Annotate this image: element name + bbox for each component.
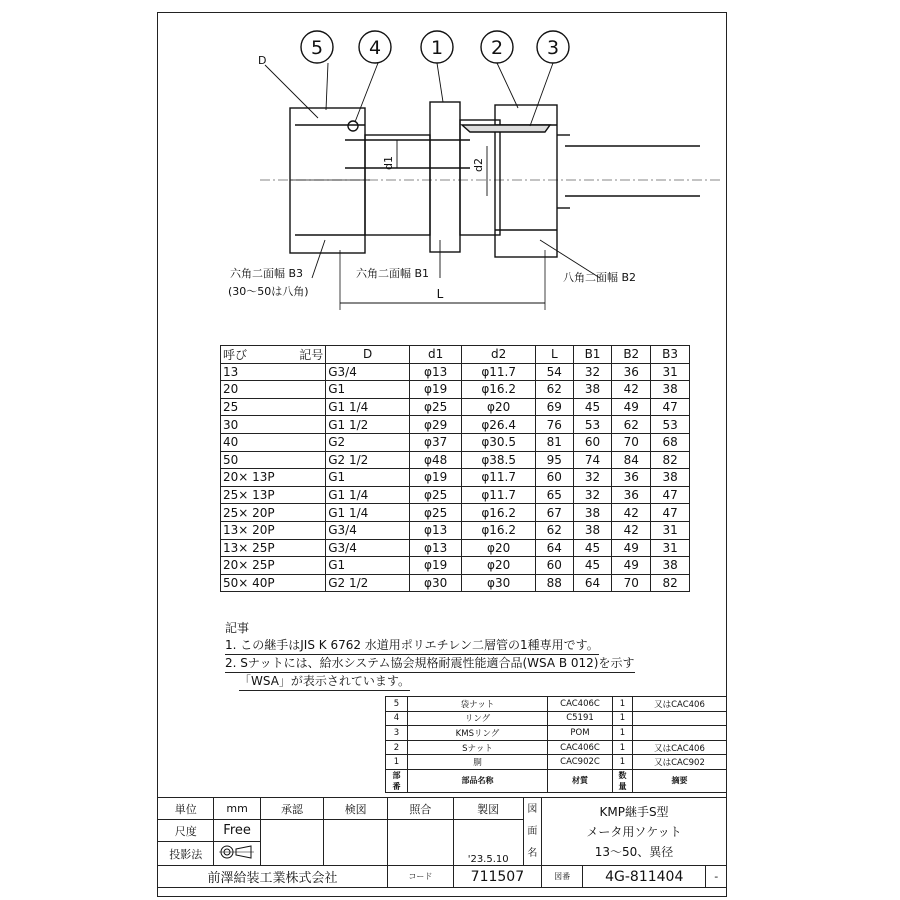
- size-cell: 40: [221, 433, 326, 451]
- table-row: [221, 433, 690, 451]
- header-cell: B1: [573, 346, 612, 364]
- header-cell: D: [326, 346, 410, 364]
- value-cell: φ30: [409, 574, 461, 592]
- parts-cell: 1: [386, 755, 408, 770]
- title-line-2: メータ用ソケット: [586, 824, 682, 839]
- scale-label: 尺度: [158, 820, 214, 842]
- parts-header: 部品名称: [408, 769, 548, 792]
- size-cell: 13× 25P: [221, 539, 326, 557]
- value-cell: φ20: [462, 539, 536, 557]
- parts-cell: POM: [548, 726, 613, 741]
- value-cell: φ19: [409, 381, 461, 399]
- value-cell: 36: [612, 486, 651, 504]
- note-2: 2. Sナットには、給水システム協会規格耐震性能適合品(WSA B 012)を示す: [225, 655, 635, 673]
- size-cell: 30: [221, 416, 326, 434]
- table-row: [221, 469, 690, 487]
- parts-cell: 4: [386, 711, 408, 726]
- label-d2: d2: [472, 158, 485, 172]
- parts-cell: 3: [386, 726, 408, 741]
- value-cell: φ11.7: [462, 363, 536, 381]
- code-label: コード: [388, 866, 454, 888]
- title-line-1: KMP継手S型: [599, 804, 669, 819]
- value-cell: 42: [612, 521, 651, 539]
- label-hex-b3-note: (30～50は八角): [228, 285, 309, 298]
- value-cell: G2 1/2: [326, 574, 410, 592]
- value-cell: G2 1/2: [326, 451, 410, 469]
- dimensions-body: [221, 363, 690, 592]
- value-cell: G1: [326, 557, 410, 575]
- value-cell: 60: [535, 557, 573, 575]
- value-cell: φ30: [462, 574, 536, 592]
- value-cell: 31: [651, 363, 690, 381]
- name-label: [523, 798, 541, 866]
- value-cell: 38: [573, 381, 612, 399]
- value-cell: φ25: [409, 486, 461, 504]
- parts-header: 材質: [548, 769, 613, 792]
- value-cell: 64: [535, 539, 573, 557]
- parts-cell: 又はCAC406: [633, 740, 727, 755]
- dimensions-header-row: [221, 346, 690, 364]
- value-cell: 42: [612, 504, 651, 522]
- balloon-2: 2: [490, 37, 504, 59]
- value-cell: φ25: [409, 504, 461, 522]
- size-cell: 20× 25P: [221, 557, 326, 575]
- parts-header-row: [386, 769, 727, 792]
- parts-cell: 又はCAC406: [633, 697, 727, 712]
- value-cell: 49: [612, 557, 651, 575]
- value-cell: 67: [535, 504, 573, 522]
- size-cell: 25× 13P: [221, 486, 326, 504]
- projection-label: 投影法: [158, 842, 214, 866]
- label-D: D: [258, 54, 267, 67]
- value-cell: 82: [651, 451, 690, 469]
- value-cell: 62: [535, 521, 573, 539]
- table-row: [221, 451, 690, 469]
- value-cell: 54: [535, 363, 573, 381]
- drawing-title: [542, 798, 727, 866]
- parts-row: [386, 740, 727, 755]
- value-cell: 49: [612, 398, 651, 416]
- value-cell: 76: [535, 416, 573, 434]
- value-cell: G3/4: [326, 363, 410, 381]
- parts-header: 摘要: [633, 769, 727, 792]
- value-cell: 38: [651, 557, 690, 575]
- table-row: [221, 504, 690, 522]
- parts-row: [386, 726, 727, 741]
- value-cell: 32: [573, 363, 612, 381]
- value-cell: φ13: [409, 521, 461, 539]
- value-cell: 60: [535, 469, 573, 487]
- company-name: 前澤給装工業株式会社: [158, 866, 388, 888]
- header-cell: d1: [409, 346, 461, 364]
- value-cell: φ20: [462, 557, 536, 575]
- value-cell: G1 1/4: [326, 504, 410, 522]
- value-cell: 70: [612, 574, 651, 592]
- value-cell: φ48: [409, 451, 461, 469]
- label-d1: d1: [382, 156, 395, 170]
- value-cell: 49: [612, 539, 651, 557]
- value-cell: 84: [612, 451, 651, 469]
- parts-cell: 5: [386, 697, 408, 712]
- value-cell: 42: [612, 381, 651, 399]
- value-cell: G1: [326, 381, 410, 399]
- draw-date: '23.5.10: [453, 820, 523, 866]
- value-cell: φ30.5: [462, 433, 536, 451]
- projection-icon: [219, 844, 255, 860]
- parts-cell: 胴: [408, 755, 548, 770]
- parts-cell: 1: [613, 740, 633, 755]
- value-cell: φ26.4: [462, 416, 536, 434]
- value-cell: 74: [573, 451, 612, 469]
- parts-cell: KMSリング: [408, 726, 548, 741]
- value-cell: φ13: [409, 539, 461, 557]
- code-value: 711507: [453, 866, 541, 888]
- value-cell: 45: [573, 398, 612, 416]
- value-cell: 38: [651, 381, 690, 399]
- parts-cell: リング: [408, 711, 548, 726]
- parts-cell: [633, 711, 727, 726]
- table-row: [221, 416, 690, 434]
- value-cell: 69: [535, 398, 573, 416]
- parts-row: [386, 711, 727, 726]
- value-cell: 65: [535, 486, 573, 504]
- value-cell: 60: [573, 433, 612, 451]
- parts-cell: 1: [613, 755, 633, 770]
- balloon-5: 5: [310, 37, 324, 59]
- parts-header: 数量: [613, 769, 633, 792]
- unit-value: mm: [214, 798, 260, 820]
- parts-row: [386, 697, 727, 712]
- size-cell: 50: [221, 451, 326, 469]
- title-block: [157, 797, 727, 888]
- table-row: [221, 398, 690, 416]
- value-cell: G2: [326, 433, 410, 451]
- parts-cell: 1: [613, 726, 633, 741]
- value-cell: 81: [535, 433, 573, 451]
- notes-title: 記事: [225, 621, 250, 635]
- value-cell: 53: [651, 416, 690, 434]
- label-oct-b2: 八角二面幅 B2: [563, 271, 637, 284]
- verify-label: 照合: [388, 798, 454, 820]
- size-cell: 13: [221, 363, 326, 381]
- balloon-4: 4: [368, 37, 382, 59]
- value-cell: G3/4: [326, 521, 410, 539]
- value-cell: φ16.2: [462, 504, 536, 522]
- note-3: 「WSA」が表示されています。: [239, 673, 410, 691]
- value-cell: 82: [651, 574, 690, 592]
- parts-row: [386, 755, 727, 770]
- union-nut-outline: [290, 108, 365, 253]
- unit-label: 単位: [158, 798, 214, 820]
- balloon-1: 1: [430, 37, 444, 59]
- table-row: [221, 381, 690, 399]
- check-label: 検図: [324, 798, 388, 820]
- value-cell: 62: [612, 416, 651, 434]
- value-cell: 32: [573, 469, 612, 487]
- value-cell: 47: [651, 486, 690, 504]
- parts-cell: CAC406C: [548, 740, 613, 755]
- table-row: [221, 486, 690, 504]
- size-cell: 25: [221, 398, 326, 416]
- parts-cell: CAC902C: [548, 755, 613, 770]
- value-cell: 36: [612, 363, 651, 381]
- value-cell: 95: [535, 451, 573, 469]
- value-cell: G1 1/4: [326, 398, 410, 416]
- title-line-3: 13～50、異径: [594, 844, 674, 859]
- value-cell: G1: [326, 469, 410, 487]
- value-cell: 45: [573, 539, 612, 557]
- value-cell: φ13: [409, 363, 461, 381]
- parts-header: 部番: [386, 769, 408, 792]
- value-cell: 38: [651, 469, 690, 487]
- header-cell: B2: [612, 346, 651, 364]
- value-cell: φ11.7: [462, 469, 536, 487]
- value-cell: 32: [573, 486, 612, 504]
- value-cell: φ19: [409, 469, 461, 487]
- projection-symbol: [214, 842, 260, 866]
- value-cell: φ37: [409, 433, 461, 451]
- value-cell: 31: [651, 521, 690, 539]
- size-cell: 25× 20P: [221, 504, 326, 522]
- value-cell: 31: [651, 539, 690, 557]
- corner-cell: [221, 346, 326, 364]
- value-cell: φ19: [409, 557, 461, 575]
- parts-list: [385, 696, 727, 793]
- value-cell: G1 1/2: [326, 416, 410, 434]
- header-cell: B3: [651, 346, 690, 364]
- value-cell: φ16.2: [462, 521, 536, 539]
- size-cell: 20× 13P: [221, 469, 326, 487]
- parts-cell: Sナット: [408, 740, 548, 755]
- approve-label: 承認: [260, 798, 324, 820]
- value-cell: φ38.5: [462, 451, 536, 469]
- label-hex-b1: 六角二面幅 B1: [356, 267, 430, 280]
- size-cell: 13× 20P: [221, 521, 326, 539]
- drawing-no: 4G-811404: [583, 866, 706, 888]
- value-cell: 47: [651, 504, 690, 522]
- parts-cell: CAC406C: [548, 697, 613, 712]
- value-cell: 38: [573, 504, 612, 522]
- notes: [225, 620, 635, 691]
- parts-cell: 2: [386, 740, 408, 755]
- value-cell: G1 1/4: [326, 486, 410, 504]
- value-cell: 88: [535, 574, 573, 592]
- name-label-3: 名: [527, 847, 538, 859]
- table-row: [221, 574, 690, 592]
- value-cell: 68: [651, 433, 690, 451]
- value-cell: φ16.2: [462, 381, 536, 399]
- note-1: 1. この継手はJIS K 6762 水道用ポリエチレン二層管の1種専用です。: [225, 637, 599, 655]
- size-cell: 20: [221, 381, 326, 399]
- parts-cell: 袋ナット: [408, 697, 548, 712]
- balloon-3: 3: [546, 37, 560, 59]
- value-cell: φ20: [462, 398, 536, 416]
- size-cell: 50× 40P: [221, 574, 326, 592]
- value-cell: φ11.7: [462, 486, 536, 504]
- parts-cell: 1: [613, 697, 633, 712]
- scale-value: Free: [214, 820, 260, 842]
- table-row: [221, 521, 690, 539]
- dimensions-table: [220, 345, 690, 592]
- value-cell: 38: [573, 521, 612, 539]
- parts-cell: [633, 726, 727, 741]
- label-hex-b3: 六角二面幅 B3: [230, 267, 304, 280]
- value-cell: 70: [612, 433, 651, 451]
- value-cell: φ25: [409, 398, 461, 416]
- value-cell: 64: [573, 574, 612, 592]
- draw-label: 製図: [453, 798, 523, 820]
- table-row: [221, 363, 690, 381]
- parts-cell: C5191: [548, 711, 613, 726]
- corner-top: 記号: [299, 348, 324, 362]
- name-label-1: 図: [527, 803, 538, 815]
- value-cell: 53: [573, 416, 612, 434]
- label-L: L: [436, 287, 444, 301]
- table-row: [221, 557, 690, 575]
- header-cell: d2: [462, 346, 536, 364]
- name-label-2: 面: [527, 825, 538, 837]
- value-cell: 36: [612, 469, 651, 487]
- parts-body: [386, 697, 727, 770]
- parts-cell: 又はCAC902: [633, 755, 727, 770]
- drawing-no-label: 図番: [542, 866, 583, 888]
- value-cell: 47: [651, 398, 690, 416]
- corner-bottom: 呼び: [223, 347, 248, 362]
- table-row: [221, 539, 690, 557]
- parts-cell: 1: [613, 711, 633, 726]
- header-cell: L: [535, 346, 573, 364]
- value-cell: φ29: [409, 416, 461, 434]
- value-cell: 45: [573, 557, 612, 575]
- value-cell: 62: [535, 381, 573, 399]
- fitting-drawing: [0, 0, 900, 340]
- value-cell: G3/4: [326, 539, 410, 557]
- revision: -: [706, 866, 727, 888]
